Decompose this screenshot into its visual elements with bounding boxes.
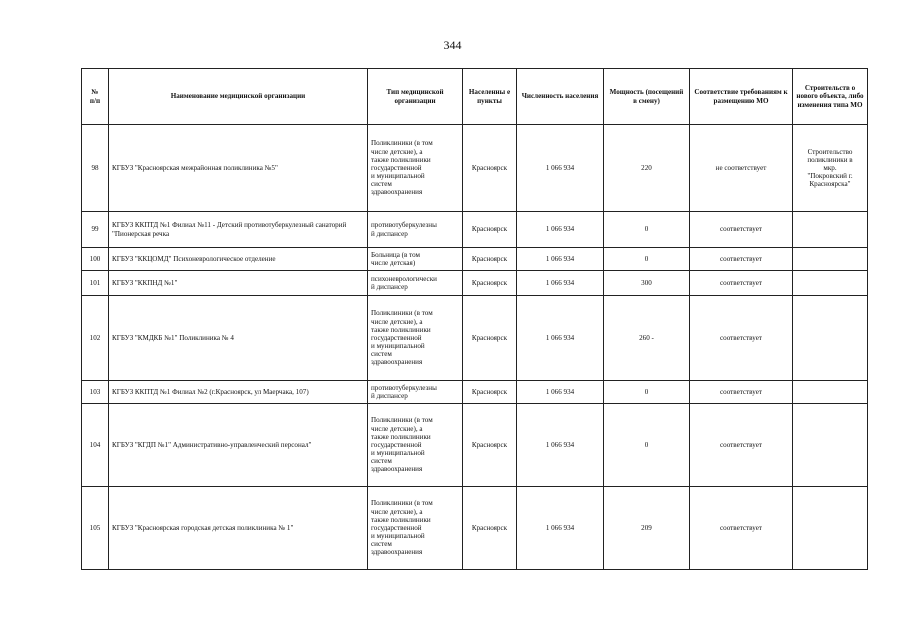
organization-type: противотуберкулезны й диспансер [368,212,463,248]
organization-type: Поликлиники (в том числе детские), а также поликлиники государственной и муниципальной систем здравоохранения [368,125,463,212]
population: 1 066 934 [517,381,604,404]
capacity: 0 [604,404,690,487]
settlement: Красноярск [463,271,517,296]
row-number: 102 [82,296,109,381]
capacity: 0 [604,212,690,248]
compliance: не соответствует [690,125,793,212]
population: 1 066 934 [517,487,604,570]
settlement: Красноярск [463,381,517,404]
table-row [82,212,868,248]
header-compliance: Соответствие требованиям к размещению МО [690,69,793,125]
settlement: Красноярск [463,296,517,381]
page-number: 344 [443,38,462,52]
table-row [82,487,868,570]
population: 1 066 934 [517,271,604,296]
header-capacity: Мощность (посещений в смену) [604,69,690,125]
capacity: 220 [604,125,690,212]
population: 1 066 934 [517,125,604,212]
construction [793,381,868,404]
table-header-row [82,69,868,125]
organization-name: КГБУЗ "КГДП №1" Административно-управленческий персонал" [109,404,368,487]
medical-organizations-table [81,68,868,570]
row-number: 104 [82,404,109,487]
header-construction: Строительств о нового объекта, либо изменения типа МО [793,69,868,125]
compliance: соответствует [690,404,793,487]
table-row [82,125,868,212]
organization-type: Больница (в том числе детская) [368,248,463,271]
capacity: 0 [604,381,690,404]
compliance: соответствует [690,248,793,271]
capacity: 300 [604,271,690,296]
table-row [82,404,868,487]
compliance: соответствует [690,381,793,404]
compliance: соответствует [690,212,793,248]
organization-name: КГБУЗ ККПТД №1 Филиал №2 (г.Красноярск, ул Маерчака, 107) [109,381,368,404]
settlement: Красноярск [463,404,517,487]
construction [793,248,868,271]
capacity: 260 - [604,296,690,381]
population: 1 066 934 [517,404,604,487]
settlement: Красноярск [463,487,517,570]
compliance: соответствует [690,271,793,296]
row-number: 101 [82,271,109,296]
header-population: Численность населения [517,69,604,125]
construction [793,271,868,296]
header-organization-name: Наименование медицинской организации [109,69,368,125]
organization-name: КГБУЗ "КМДКБ №1" Поликлиника № 4 [109,296,368,381]
construction [793,296,868,381]
table-row [82,271,868,296]
population: 1 066 934 [517,296,604,381]
capacity: 209 [604,487,690,570]
table-row [82,296,868,381]
organization-name: КГБУЗ "ККЦОМД" Психоневрологическое отделение [109,248,368,271]
settlement: Красноярск [463,248,517,271]
header-settlements: Населенны е пункты [463,69,517,125]
organization-type: противотуберкулезны й диспансер [368,381,463,404]
population: 1 066 934 [517,248,604,271]
construction [793,487,868,570]
row-number: 99 [82,212,109,248]
organization-type: Поликлиники (в том числе детские), а также поликлиники государственной и муниципальной систем здравоохранения [368,404,463,487]
row-number: 100 [82,248,109,271]
header-number: № п/п [82,69,109,125]
construction [793,404,868,487]
table-row [82,381,868,404]
construction: Строительство поликлиники в мкр. "Покровский г. Красноярска" [793,125,868,212]
construction [793,212,868,248]
organization-type: психоневрологически й диспансер [368,271,463,296]
settlement: Красноярск [463,125,517,212]
population: 1 066 934 [517,212,604,248]
organization-name: КГБУЗ "Красноярская межрайонная поликлиника №5" [109,125,368,212]
organization-name: КГБУЗ "Красноярская городская детская поликлиника № 1" [109,487,368,570]
compliance: соответствует [690,296,793,381]
organization-name: КГБУЗ "ККПНД №1" [109,271,368,296]
row-number: 98 [82,125,109,212]
row-number: 103 [82,381,109,404]
header-organization-type: Тип медицинской организации [368,69,463,125]
row-number: 105 [82,487,109,570]
compliance: соответствует [690,487,793,570]
organization-type: Поликлиники (в том числе детские), а также поликлиники государственной и муниципальной систем здравоохранения [368,487,463,570]
organization-name: КГБУЗ ККПТД №1 Филиал №11 - Детский противотуберкулезный санаторий "Пионерская речка [109,212,368,248]
table-row [82,248,868,271]
organization-type: Поликлиники (в том числе детские), а также поликлиники государственной и муниципальной систем здравоохранения [368,296,463,381]
capacity: 0 [604,248,690,271]
settlement: Красноярск [463,212,517,248]
